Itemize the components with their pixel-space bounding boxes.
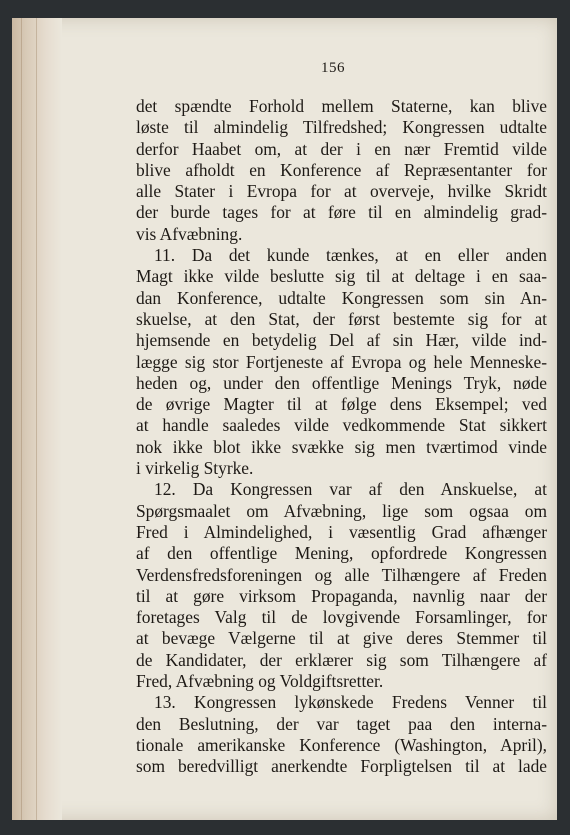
text-line: nok ikke blot ikke svække sig men tværtimod vinde xyxy=(136,436,547,457)
text-line: foretages Valg til de lovgivende Forsamlinger, for xyxy=(136,607,547,628)
page-gutter-shadow xyxy=(12,18,62,820)
text-line: hjemsende en betydelig Del af sin Hær, vilde ind- xyxy=(136,330,547,351)
text-line: heden og, under den offentlige Menings Tryk, nøde xyxy=(136,372,547,393)
text-line: der burde tages for at føre til en almindelig grad- xyxy=(136,202,547,223)
text-line: lægge sig stor Fortjeneste af Evropa og hele Menneske- xyxy=(136,351,547,372)
text-line: det spændte Forhold mellem Staterne, kan blive xyxy=(136,96,547,116)
body-text xyxy=(136,96,547,778)
gutter-line xyxy=(21,18,22,820)
text-line: 11. Da det kunde tænkes, at en eller anden xyxy=(154,245,547,266)
text-line: Verdensfredsforeningen og alle Tilhængere af Freden xyxy=(136,564,547,585)
text-line: at handle saaledes vilde vedkommende Stat sikkert xyxy=(136,415,547,436)
text-line: dan Konference, udtalte Kongressen som sin An- xyxy=(136,287,547,308)
text-line: Fred i Almindelighed, i væsentlig Grad afhænger xyxy=(136,521,547,542)
text-line: den Beslutning, der var taget paa den interna- xyxy=(136,713,547,734)
text-line: til at gøre virksom Propaganda, navnlig naar der xyxy=(136,585,547,606)
text-line: derfor Haabet om, at der i en nær Fremtid vilde xyxy=(136,138,547,159)
text-line: Fred, Afvæbning og Voldgiftsretter. xyxy=(136,671,384,692)
text-line: i virkelig Styrke. xyxy=(136,458,254,479)
gutter-line xyxy=(36,18,37,820)
text-line: de Kandidater, der erklærer sig som Tilhængere af xyxy=(136,649,547,670)
book-page xyxy=(12,18,557,820)
text-line: som beredvilligt anerkendte Forpligtelsen til at lade xyxy=(136,756,547,777)
text-line: løste til almindelig Tilfredshed; Kongressen udtalte xyxy=(136,117,547,138)
text-line: at bevæge Vælgerne til at give deres Stemmer til xyxy=(136,628,547,649)
text-line: tionale amerikanske Konference (Washington, April), xyxy=(136,734,547,755)
text-line: 13. Kongressen lykønskede Fredens Venner til xyxy=(154,692,547,713)
text-line: Spørgsmaalet om Afvæbning, lige som ogsaa om xyxy=(136,500,547,521)
text-line: blive afholdt en Konference af Repræsentanter for xyxy=(136,159,547,180)
text-line: af den offentlige Mening, opfordrede Kongressen xyxy=(136,543,547,564)
page-number: 156 xyxy=(321,60,345,76)
text-line: alle Stater i Evropa for at overveje, hvilke Skridt xyxy=(136,181,547,202)
text-line: Magt ikke vilde beslutte sig til at deltage i en saa- xyxy=(136,266,547,287)
text-line: 12. Da Kongressen var af den Anskuelse, at xyxy=(154,479,547,500)
text-line: de øvrige Magter til at følge dens Eksempel; ved xyxy=(136,394,547,415)
text-line: vis Afvæbning. xyxy=(136,223,243,244)
text-line: skuelse, at den Stat, der først bestemte sig for at xyxy=(136,308,547,329)
